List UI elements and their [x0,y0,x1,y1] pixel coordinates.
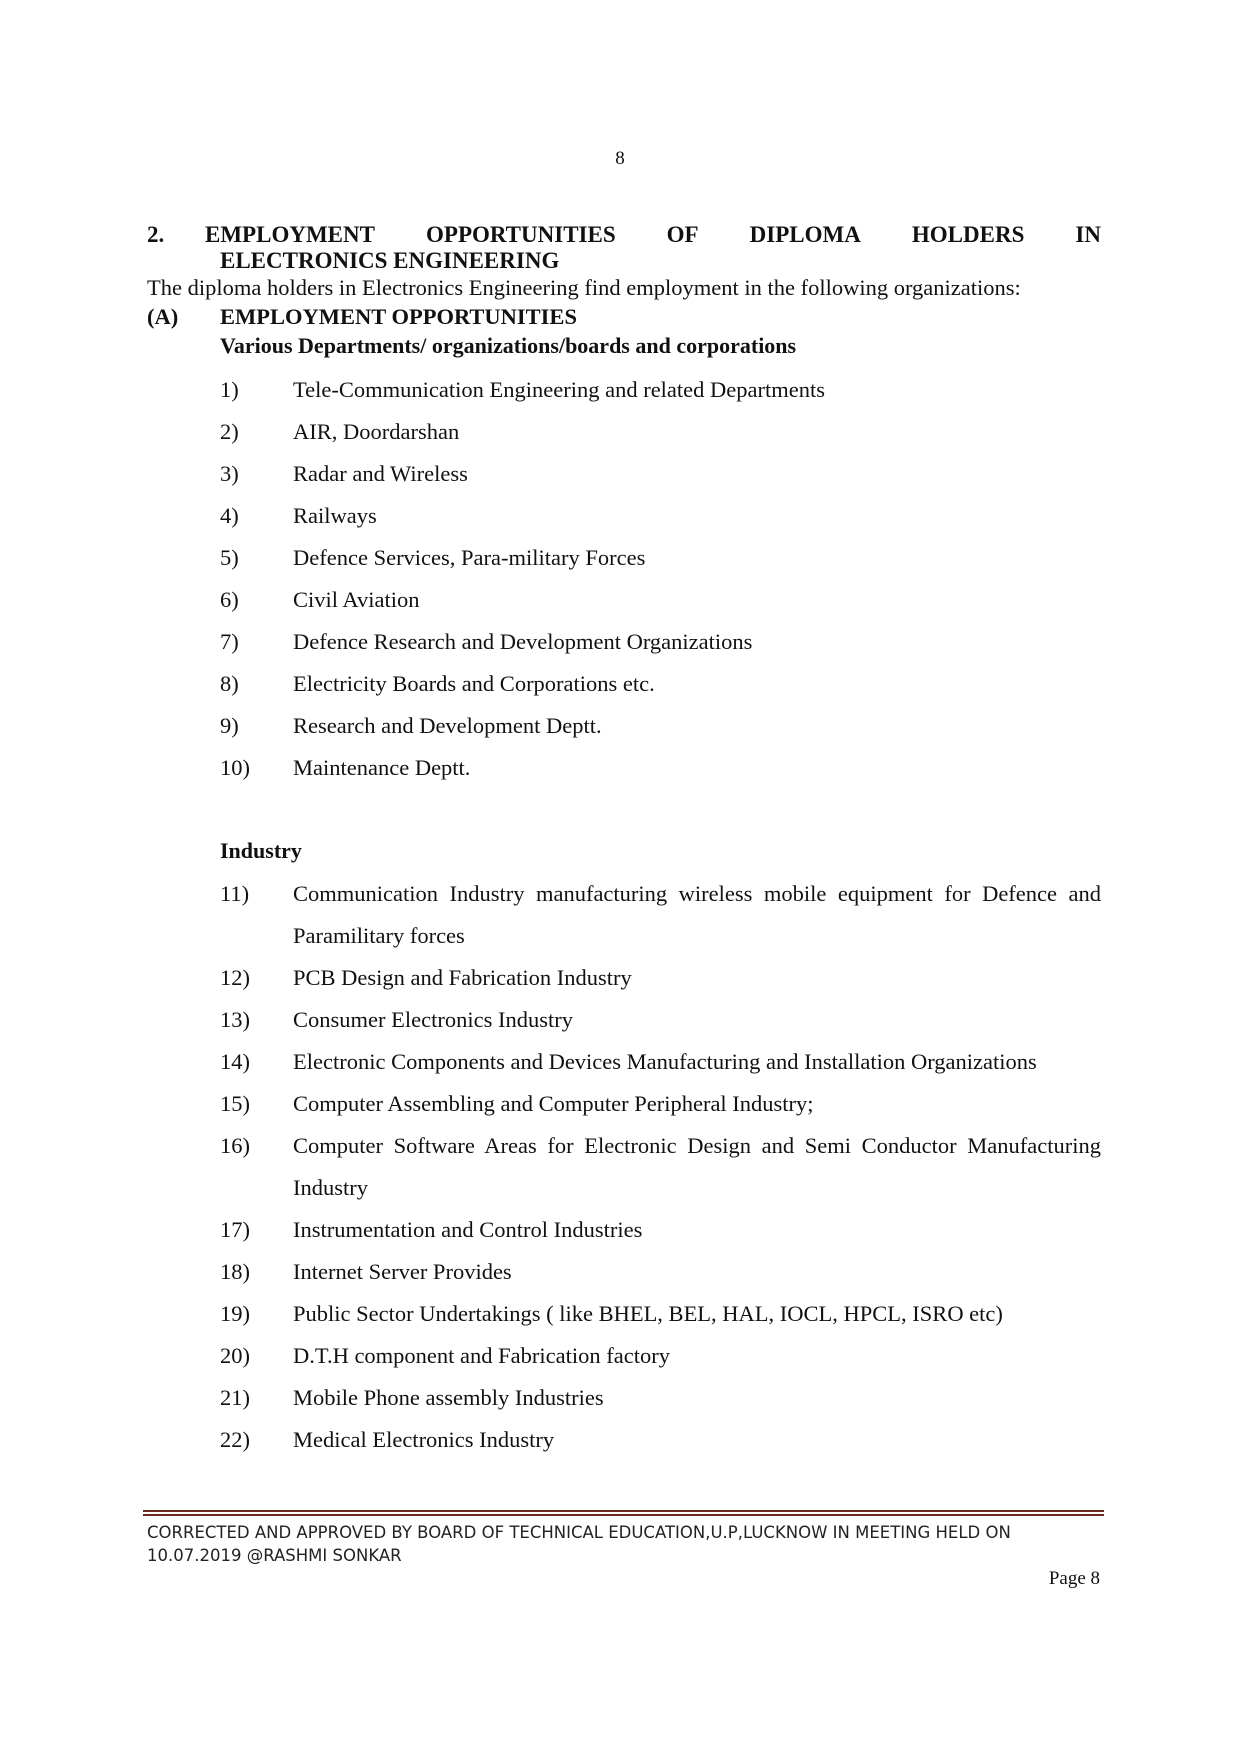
footer-divider-line [143,1510,1104,1512]
subsection-a-subtitle: Various Departments/ organizations/boards and corporations [220,333,797,358]
section-title-word: OF [666,222,699,247]
list-item [220,1419,1101,1461]
section-title-word: HOLDERS [911,222,1025,247]
list-item [220,579,1101,621]
footer-page-label: Page 8 [1048,1568,1100,1589]
list-item [220,1377,1101,1419]
list-item-number: 9) [220,713,239,738]
list-item-number: 2) [220,419,239,444]
list-item-number: 8) [220,671,239,696]
list-item-number: 13) [220,1007,250,1032]
section-title-word: DIPLOMA [749,222,861,247]
list-item [220,705,1101,747]
list-item [220,1251,1101,1293]
list-item-number: 4) [220,503,239,528]
footer-note-line1: CORRECTED AND APPROVED BY BOARD OF TECHNICAL EDUCATION,U.P,LUCKNOW IN MEETING HELD ON [147,1523,1011,1542]
industry-list [220,873,1101,1461]
list-item-text: Railways [293,503,377,528]
list-item-text: Electricity Boards and Corporations etc. [293,671,655,696]
list-item [220,999,1101,1041]
list-item-text: Medical Electronics Industry [293,1427,555,1452]
list-item-text: Public Sector Undertakings ( like BHEL, BEL, HAL, IOCL, HPCL, ISRO etc) [293,1301,1003,1326]
intro-paragraph: The diploma holders in Electronics Engineering find employment in the following organizations: [147,275,1021,300]
list-item-number: 19) [220,1301,250,1326]
list-item-number: 22) [220,1427,250,1452]
list-item [220,453,1101,495]
page-number-top: 8 [615,148,625,169]
footer-divider [143,1510,1104,1517]
section-heading [147,222,1101,274]
section-title-word: IN [1075,222,1101,247]
list-item [220,747,1101,789]
list-item-number: 17) [220,1217,250,1242]
list-item-text: Maintenance Deptt. [293,755,471,780]
list-item-text: Internet Server Provides [293,1259,512,1284]
footer-divider-line [143,1514,1104,1516]
list-item [220,1083,1101,1125]
section-title-line2: ELECTRONICS ENGINEERING [220,248,560,273]
list-item [220,957,1101,999]
section-number: 2. [147,222,165,247]
list-item [220,873,1101,957]
section-title-word: OPPORTUNITIES [426,222,616,247]
list-item [220,369,1101,411]
list-item-text: D.T.H component and Fabrication factory [293,1343,670,1368]
section-heading-line1 [147,222,1101,248]
section-title-word: EMPLOYMENT [205,222,375,247]
list-item [220,1041,1101,1083]
list-item-text: Computer Software Areas for Electronic Design and Semi Conductor Manufacturing Industry [293,1133,1101,1200]
list-item-number: 14) [220,1049,250,1074]
list-item-number: 7) [220,629,239,654]
list-item [220,621,1101,663]
subsection-a-title: EMPLOYMENT OPPORTUNITIES [220,304,577,329]
list-item [220,1293,1101,1335]
list-item-number: 18) [220,1259,250,1284]
list-item-number: 20) [220,1343,250,1368]
list-item-number: 6) [220,587,239,612]
footer-approval-note [147,1521,1107,1567]
list-item-number: 3) [220,461,239,486]
list-item [220,495,1101,537]
list-item-text: Tele-Communication Engineering and related Departments [293,377,825,402]
list-item-text: Instrumentation and Control Industries [293,1217,643,1242]
list-item-text: AIR, Doordarshan [293,419,460,444]
list-item-text: Defence Services, Para-military Forces [293,545,646,570]
departments-list [220,369,1101,789]
list-item-text: Research and Development Deptt. [293,713,602,738]
list-item [220,663,1101,705]
list-item-text: Computer Assembling and Computer Peripheral Industry; [293,1091,814,1116]
subsection-a-heading [147,304,577,330]
list-item-number: 12) [220,965,250,990]
list-item [220,1125,1101,1209]
industry-heading: Industry [220,838,302,863]
list-item-text: Electronic Components and Devices Manufacturing and Installation Organizations [293,1049,1037,1074]
list-item-text: Defence Research and Development Organizations [293,629,753,654]
list-item-number: 11) [220,881,250,906]
footer-note-line2: 10.07.2019 @RASHMI SONKAR [147,1546,402,1565]
list-item-number: 10) [220,755,250,780]
list-item [220,411,1101,453]
list-item [220,537,1101,579]
list-item-text: Civil Aviation [293,587,420,612]
list-item-text: Mobile Phone assembly Industries [293,1385,604,1410]
list-item [220,1209,1101,1251]
list-item-text: PCB Design and Fabrication Industry [293,965,632,990]
list-item-text: Consumer Electronics Industry [293,1007,573,1032]
list-item-number: 15) [220,1091,250,1116]
subsection-a-marker: (A) [147,304,179,329]
list-item [220,1335,1101,1377]
list-item-number: 16) [220,1133,250,1158]
list-item-text: Communication Industry manufacturing wireless mobile equipment for Defence and Paramilitary forces [293,881,1101,948]
list-item-number: 21) [220,1385,250,1410]
list-item-number: 5) [220,545,239,570]
list-item-number: 1) [220,377,239,402]
section-title-words [205,222,1101,248]
list-item-text: Radar and Wireless [293,461,468,486]
